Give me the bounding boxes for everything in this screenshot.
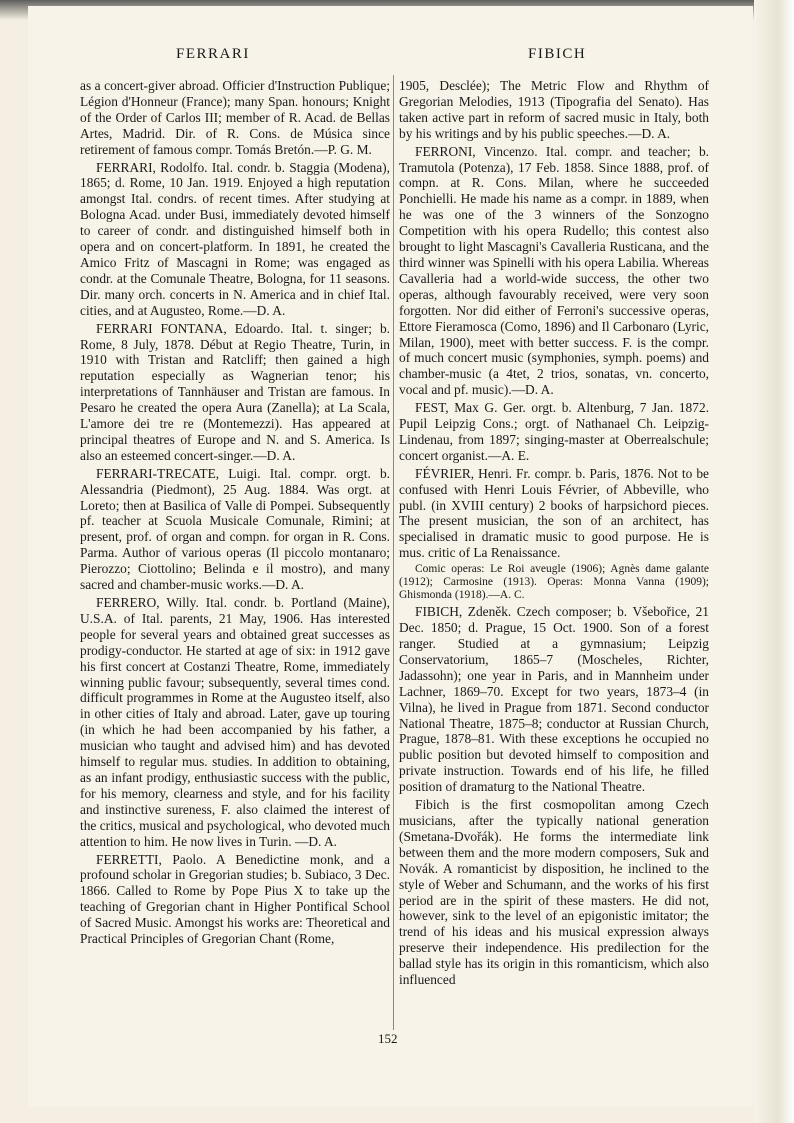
works-list: Comic operas: Le Roi aveugle (1906); Agnès dame galante (1912); Carmosine (1913). Operas: Monna Vanna (1909); Ghismonda (1918).—A. C. [399, 563, 709, 602]
entry-text: FÉVRIER, Henri. Fr. compr. b. Paris, 1876. Not to be confused with Henri Louis Février, of Abbeville, who publ. (in XVIII century) 2 books of harpsichord pieces. The present musician, the son of an architect, has specialised in dramatic music to good purpose. He is mus. critic of La Renaissance. [399, 465, 709, 561]
entry-text: FERRARI, Rodolfo. Ital. condr. b. Staggia (Modena), 1865; d. Rome, 10 Jan. 1919. Enjoyed a high reputation amongst Ital. condrs. of recent times. After studying at Bologna Acad. under Busi, immediately devoted himself to career of condr. and distinguished himself both in opera and on concert-platform. In 1891, he created the Amico Fritz of Mascagni in Rome; was engaged as condr. at the Comunale Theatre, Bologna, for 11 seasons. Dir. many orch. concerts in N. America and in chief Ital. cities, and at Augusteo, Rome.—D. A. [80, 159, 390, 318]
entry-text: FERRERO, Willy. Ital. condr. b. Portland (Maine), U.S.A. of Ital. parents, 21 May, 1906. Has interested people for several years and obtained great successes as prodigy-conductor. He started at age of six: in 1912 gave his first concert at Costanzi Theatre, Rome, immediately winning public favour; subsequently, several times cond. difficult programmes in Rome at the Augusteo itself, also in other cities of Italy and abroad. Later, gave up touring (in which he had been accompanied by his father, a musician who taught and advised him) and has devoted himself to regular mus. studies. In addition to obtaining, as an infant prodigy, enthusiastic success with the public, for his memory, clearness and style, and for his facility and instinctive sureness, F. also claimed the interest of the critics, musical and psychological, who devoted much attention to him. He now lives in Turin. —D. A. [80, 595, 390, 849]
page-edge [754, 0, 794, 1123]
entry-text: FERRETTI, Paolo. A Benedictine monk, and a profound scholar in Gregorian studies; b. Subiaco, 3 Dec. 1866. Called to Rome by Pope Pius X to take up the teaching of Gregorian chant in Higher Pontifical School of Sacred Music. Amongst his works are: Theoretical and Practical Principles of Gregorian Chant (Rome, [80, 851, 390, 947]
entry-text: Fibich is the first cosmopolitan among Czech musicians, after the typically national generation (Smetana-Dvořák). He forms the intermediate link between them and the more modern composers, Suk and Novák. A romanticist by disposition, he inclined to the style of Weber and Schumann, and the works of his first period are in the spirit of these masters. He did not, however, sink to the level of an epigonistic imitator; the trend of his ideas and his musical expression always preserve their independence. His predilection for the ballad style has its origin in this romanticism, which also influenced [399, 797, 709, 988]
entry-text: FEST, Max G. Ger. orgt. b. Altenburg, 7 Jan. 1872. Pupil Leipzig Cons.; orgt. of Nathanael Ch. Leipzig-Lindenau, from 1897; singing-master at Oberrealschule; concert organist.—A. E. [399, 400, 709, 463]
entry-text: FERRONI, Vincenzo. Ital. compr. and teacher; b. Tramutola (Potenza), 17 Feb. 1858. Since 1888, prof. of compn. at R. Cons. Milan, where he succeeded Ponchielli. He made his name as a compr. in 1889, when he was one of the 3 winners of the Sonzogno Competition with his opera Rudello; this contest also brought to light Mascagni's Cavalleria Rusticana, and the third winner was Spinelli with his opera Labilia. Whereas Cavalleria had a world-wide success, the other two operas, although favourably received, were very soon forgotten. Nor did either of Ferroni's successive operas, Ettore Fieramosca (Como, 1896) and Il Carbonaro (Lyric, Milan, 1900), meet with better success. F. is the compr. of much concert music (symphonies, symph. poems) and chamber-music (a 4tet, 2 trios, sonatas, vn. concerto, vocal and pf. music).—D. A. [399, 143, 709, 398]
left-column [80, 78, 390, 949]
running-head-right: FIBICH [528, 46, 587, 62]
column-rule [393, 75, 394, 1030]
right-column [399, 78, 709, 990]
entry-text: FERRARI-TRECATE, Luigi. Ital. compr. orgt. b. Alessandria (Piedmont), 25 Aug. 1884. Was orgt. at Loreto; then at Basilica of Valle di Pompei. Subsequently pf. teacher at Scuola Musicale Comunale, Rimini; at present, prof. of organ and compn. for organ in R. Cons. Parma. Author of various operas (Il piccolo montanaro; Pierozzo; Ciottolino; Belinda e il mostro), and many sacred and chamber-music works.—D. A. [80, 465, 390, 593]
running-head-left: FERRARI [176, 46, 250, 62]
entry-text: FIBICH, Zdeněk. Czech composer; b. Všebořice, 21 Dec. 1850; d. Prague, 15 Oct. 1900. Son of a forest ranger. Studied at a gymnasium; Leipzig Conservatorium, 1865–7 (Moscheles, Richter, Jadassohn); one year in Paris, and in Mannheim under Lachner, 1869–70. Except for two years, 1873–4 (in Vilna), he lived in Prague from 1871. Second conductor National Theatre, 1875–8; conductor at Russian Church, Prague, 1878–81. With these exceptions he occupied no public position but devoted himself to composition and private instruction. Towards end of his life, he filled position of dramaturg to the National Theatre. [399, 604, 709, 795]
page-number: 152 [378, 1031, 398, 1046]
entry-text: 1905, Desclée); The Metric Flow and Rhythm of Gregorian Melodies, 1913 (Tipografia del Senato). Has taken active part in reform of sacred music in Italy, both by his writings and by his public speeches.—D. A. [399, 78, 709, 141]
entry-text: as a concert-giver abroad. Officier d'Instruction Publique; Légion d'Honneur (France); many Span. honours; Knight of the Order of Carlos III; member of R. Acad. de Bellas Artes, Madrid. Dir. of R. Cons. de Música since retirement of famous compr. Tomás Bretón.—P. G. M. [80, 78, 390, 157]
entry-text: FERRARI FONTANA, Edoardo. Ital. t. singer; b. Rome, 8 July, 1878. Début at Regio Theatre, Turin, in 1910 with Tristan and Ratcliff; then gained a high reputation especially as Wagnerian tenor; his interpretations of Tannhäuser and Tristan are famous. In Pesaro he created the opera Aura (Zanella); at La Scala, L'amore dei tre re (Montemezzi). Has appeared at principal theatres of Europe and N. and S. America. Is also an esteemed concert-singer.—D. A. [80, 320, 390, 463]
